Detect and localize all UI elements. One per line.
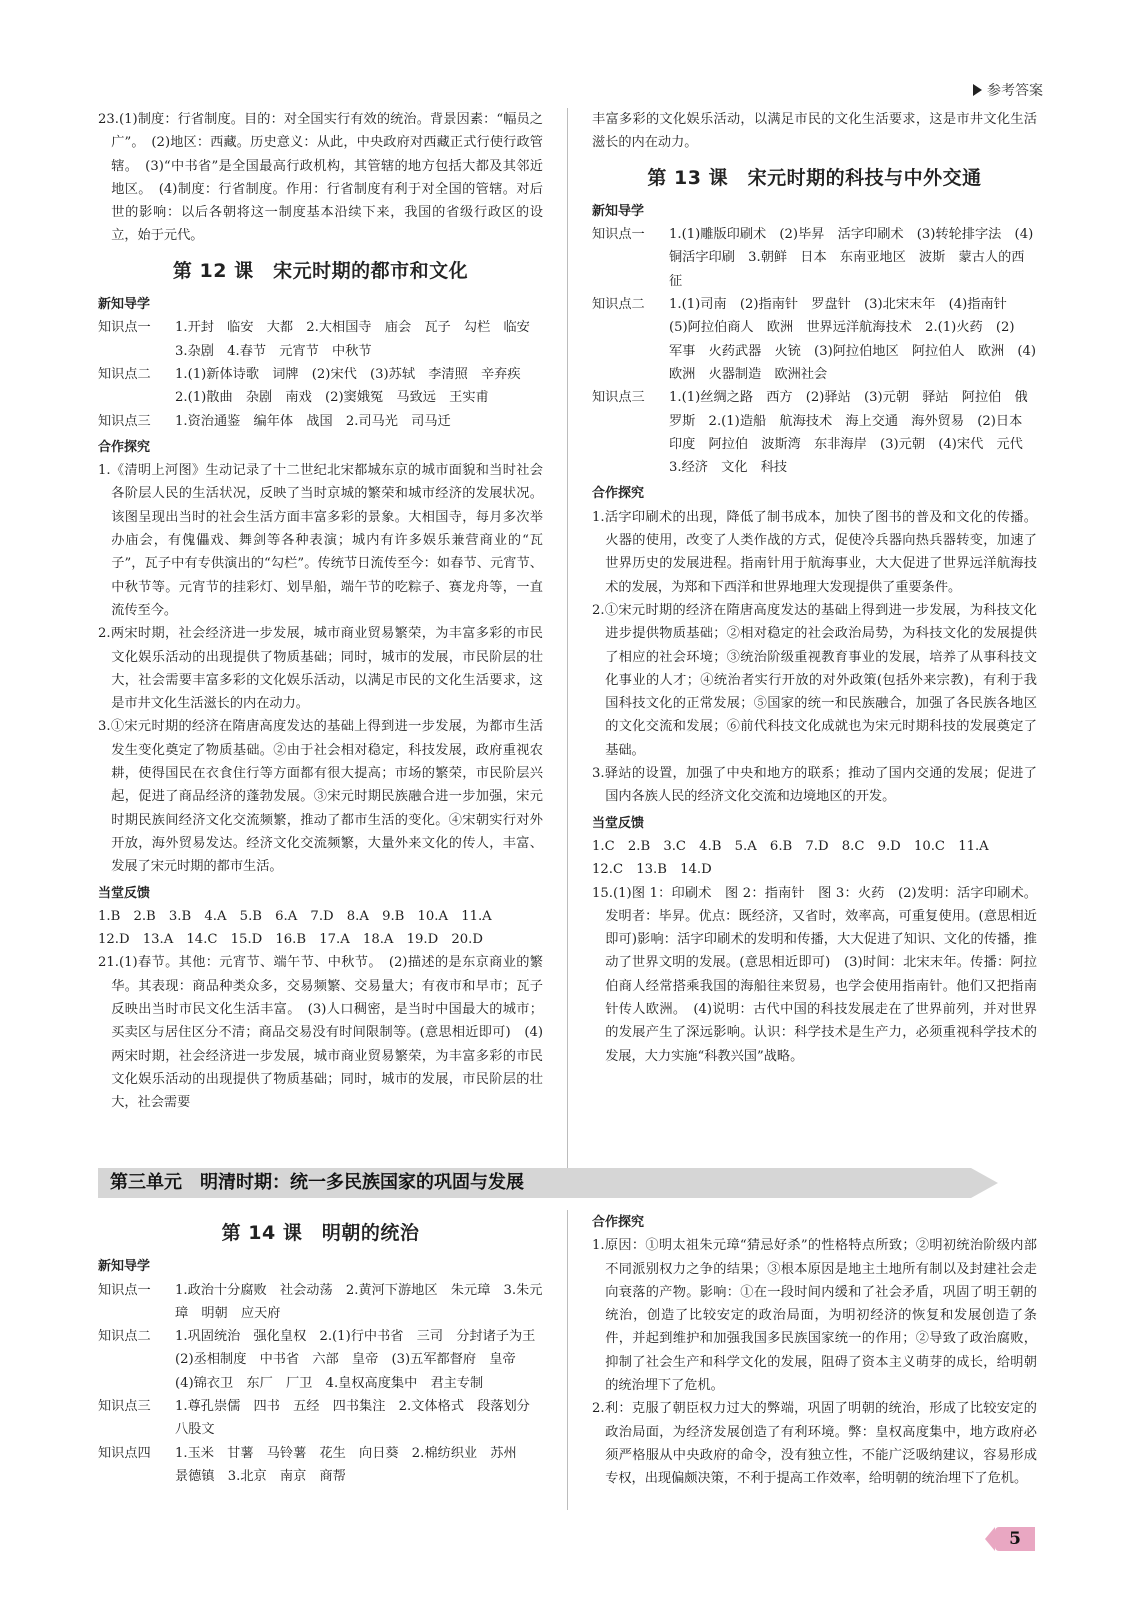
kp-label: 知识点二 bbox=[592, 297, 645, 313]
section-dangtang-13: 当堂反馈 bbox=[592, 815, 645, 831]
question-23: 23.(1)制度：行省制度。目的：对全国实行有效的统治。背景因素：“幅员之广”。 (2)地区：西藏。历史意义：从此，中央政府对西藏正式行使行政管辖。 (3)“中书省”是全国最高行政机构，其管辖的地方包括大都及其邻近地区。 (4)制度：行省制度。作用：行省制度有利于对全国的管辖。对后世的影响：以后各朝将这一制度基本沿续下来，我国的省级行政区的设立，始于元代。 bbox=[98, 112, 543, 244]
section-hezuo-13: 合作探究 bbox=[592, 486, 645, 502]
question-21: 21.(1)春节。其他：元宵节、端午节、中秋节。 (2)描述的是东京商业的繁华。其表现：商品种类众多，交易频繁、交易量大；有夜市和早市；瓦子反映出当时市民文化生活丰富。 (3)人口稠密，是当时中国最大的城市；买卖区与居住区分不清；商品交易没有时间限制等。(意思相近即可) (4)两宋时期，社会经济进一步发展，城市商业贸易繁荣，为丰富多彩的市民文化娱乐活动的出现提供了物质基础；同时，城市的发展，市民阶层的壮大，社会需要 bbox=[98, 955, 543, 1111]
kp-label: 知识点三 bbox=[98, 413, 151, 429]
hezuo-item-1: 1.原因：①明太祖朱元璋“猜忌好杀”的性格特点所致；②明初统治阶级内部不同派别权力之争的结果；③根本原因是地主土地所有制以及封建社会走向衰落的产物。影响：①在一段时间内缓和了社会矛盾，巩固了明王朝的统治，创造了比较安定的政治局面，为明初经济的恢复和发展创造了条件，并起到维护和加强我国多民族国家统一的作用；②导致了政治腐败，抑制了社会生产和科学文化的发展，阻碍了资本主义萌芽的成长，给明朝的统治埋下了危机。 bbox=[592, 1238, 1037, 1394]
column-divider-top bbox=[567, 108, 568, 1168]
knowledge-point-2 bbox=[98, 1325, 549, 1395]
question-15: 15.(1)图 1：印刷术 图 2：指南针 图 3：火药 (2)发明：活字印刷术。发明者：毕昇。优点：既经济，又省时，效率高，可重复使用。(意思相近即可)影响：活字印刷术的发明和传播，大大促进了知识、文化的传播，推动了世界文明的发展。(意思相近即可) (3)时间：北宋末年。传播：阿拉伯商人经常搭乘我国的海船往来贸易，也学会使用指南针。他们又把指南针传人欧洲。 (4)说明：古代中国的科技发展走在了世界前列，并对世界的发展产生了深远影响。认识：科学技术是生产力，必须重视科学技术的发展，大力实施“科教兴国”战略。 bbox=[592, 885, 1037, 1064]
kp-text: 1.(1)司南 (2)指南针 罗盘针 (3)北宋末年 (4)指南针 (5)阿拉伯商人 欧洲 世界远洋航海技术 2.(1)火药 (2) 军事 火药武器 火铳 (3)阿拉伯地区 阿拉伯人 欧洲 (4)欧洲 火器制造 欧洲社会 bbox=[669, 297, 1037, 382]
hezuo-item-2: 2.两宋时期，社会经济进一步发展，城市商业贸易繁荣，为丰富多彩的市民文化娱乐活动的出现提供了物质基础；同时，城市的发展，市民阶层的壮大，社会需要丰富多彩的文化娱乐活动，以满足市民的文化生活要求，这是市井文化生活滋长的内在动力。 bbox=[98, 626, 543, 712]
answers-row-1: 1.B 2.B 3.B 4.A 5.B 6.A 7.D 8.A 9.B 10.A 11.A bbox=[98, 908, 492, 924]
unit-3-title: 第三单元 明清时期：统一多民族国家的巩固与发展 bbox=[110, 1172, 524, 1193]
page-number: 5 bbox=[995, 1527, 1035, 1551]
kp-text: 1.资治通鉴 编年体 战国 2.司马光 司马迁 bbox=[175, 413, 451, 429]
kp-text: 1.尊孔崇儒 四书 五经 四书集注 2.文体格式 段落划分 八股文 bbox=[175, 1399, 544, 1438]
lesson-14-title: 第 14 课 明朝的统治 bbox=[221, 1222, 420, 1244]
lesson-12-title: 第 12 课 宋元时期的都市和文化 bbox=[172, 259, 469, 282]
kp-label: 知识点一 bbox=[98, 1282, 151, 1298]
section-dangtang-12: 当堂反馈 bbox=[98, 885, 151, 901]
lesson-13-title: 第 13 课 宋元时期的科技与中外交通 bbox=[647, 166, 982, 189]
hezuo-item-3: 3.驿站的设置，加强了中央和地方的联系；推动了国内交通的发展；促进了国内各族人民的经济文化交流和边境地区的开发。 bbox=[592, 766, 1037, 805]
kp-label: 知识点二 bbox=[98, 1329, 151, 1345]
kp-text: 1.(1)丝绸之路 西方 (2)驿站 (3)元朝 驿站 阿拉伯 俄罗斯 2.(1)造船 航海技术 海上交通 海外贸易 (2)日本 印度 阿拉伯 波斯湾 东非海岸 (3)元朝 (4)宋代 元代 3.经济 文化 科技 bbox=[669, 390, 1037, 476]
knowledge-point-1 bbox=[592, 223, 1037, 293]
answers-row-1: 1.C 2.B 3.C 4.B 5.A 6.B 7.D 8.C 9.D 10.C 11.A bbox=[592, 838, 989, 854]
kp-label: 知识点三 bbox=[98, 1399, 151, 1415]
kp-label: 知识点一 bbox=[592, 227, 645, 243]
header-reference-answers: 参考答案 bbox=[973, 80, 1043, 100]
kp-text: 1.巩固统治 强化皇权 2.(1)行中书省 三司 分封诸子为王 (2)丞相制度 中书省 六部 皇帝 (3)五军都督府 皇帝 (4)锦衣卫 东厂 厂卫 4.皇权高度集中 君主专制 bbox=[175, 1329, 549, 1391]
kp-label: 知识点三 bbox=[592, 390, 645, 406]
kp-text: 1.(1)新体诗歌 词牌 (2)宋代 (3)苏轼 李清照 辛弃疾 2.(1)散曲 杂剧 南戏 (2)窦娥冤 马致远 王实甫 bbox=[175, 366, 534, 406]
hezuo-item-1: 1.活字印刷术的出现，降低了制书成本，加快了图书的普及和文化的传播。火器的使用，改变了人类作战的方式，促使冷兵器向热兵器转变，加速了世界历史的发展进程。指南针用于航海事业，大大促进了世界远洋航海技术的发展，为郑和下西洋和世界地理大发现提供了重要条件。 bbox=[592, 509, 1037, 595]
hezuo-item-3: 3.①宋元时期的经济在隋唐高度发达的基础上得到进一步发展，为都市生活发生变化奠定了物质基础。②由于社会相对稳定，科技发展，政府重视农耕，使得国民在衣食住行等方面都有很大提高；市场的繁荣，市民阶层兴起，促进了商品经济的蓬勃发展。③宋元时期民族融合进一步加强，宋元时期民族间经济文化交流频繁，推动了都市生活的变化。④宋朝实行对外开放，海外贸易发达。经济文化交流频繁，大量外来文化的传人，丰富、发展了宋元时期的都市生活。 bbox=[98, 719, 543, 875]
knowledge-point-1 bbox=[98, 316, 543, 363]
answers-row-2: 12.C 13.B 14.D bbox=[592, 862, 712, 878]
knowledge-point-2 bbox=[98, 363, 543, 410]
column-divider-bottom bbox=[567, 1210, 568, 1510]
kp-text: 1.政治十分腐败 社会动荡 2.黄河下游地区 朱元璋 3.朱元璋 明朝 应天府 bbox=[175, 1282, 543, 1321]
kp-label: 知识点四 bbox=[98, 1445, 151, 1461]
kp-label: 知识点二 bbox=[98, 366, 151, 382]
kp-label: 知识点一 bbox=[98, 320, 151, 336]
right-column-top bbox=[592, 108, 1037, 1068]
section-hezuo-14: 合作探究 bbox=[592, 1215, 645, 1230]
section-hezuo-12: 合作探究 bbox=[98, 439, 151, 455]
knowledge-point-1 bbox=[98, 1279, 543, 1326]
answers-row-2: 12.D 13.A 14.C 15.D 16.B 17.A 18.A 19.D 20.D bbox=[98, 932, 483, 948]
left-column-bottom bbox=[98, 1222, 549, 1488]
kp-text: 1.玉米 甘薯 马铃薯 花生 向日葵 2.棉纺织业 苏州 景德镇 3.北京 南京 商帮 bbox=[175, 1445, 530, 1484]
section-xinzhi-13: 新知导学 bbox=[592, 203, 645, 219]
section-xinzhi-14: 新知导学 bbox=[98, 1259, 151, 1275]
kp-text: 1.(1)雕版印刷术 (2)毕昇 活字印刷术 (3)转轮排字法 (4)铜活字印刷 3.朝鲜 日本 东南亚地区 波斯 蒙古人的西征 bbox=[669, 227, 1034, 289]
section-xinzhi-12: 新知导学 bbox=[98, 297, 151, 313]
knowledge-point-4 bbox=[98, 1442, 543, 1489]
hezuo-item-2: 2.①宋元时期的经济在隋唐高度发达的基础上得到进一步发展，为科技文化进步提供物质基础；②相对稳定的社会政治局势，为科技文化的发展提供了相应的社会环境；③统治阶级重视教育事业的发展，培养了从事科技文化事业的人才；④统治者实行开放的对外政策(包括外来宗教)，有利于我国科技文化的正常发展；⑤国家的统一和民族融合，加强了各民族各地区的文化交流和发展；⑥前代科技文化成就也为宋元时期科技的发展奠定了基础。 bbox=[592, 602, 1037, 758]
continuation-text: 丰富多彩的文化娱乐活动，以满足市民的文化生活要求，这是市井文化生活滋长的内在动力。 bbox=[592, 112, 1037, 151]
hezuo-item-1: 1.《清明上河图》生动记录了十二世纪北宋都城东京的城市面貌和当时社会各阶层人民的生活状况，反映了当时京城的繁荣和城市经济的发展状况。该图呈现出当时的社会生活方面丰富多彩的景象。大相国寺，每月多次举办庙会，有傀儡戏、舞剑等各种表演；城内有许多娱乐兼营商业的“瓦子”，瓦子中有专供演出的“勾栏”。传统节日流传至今：如春节、元宵节、中秋节等。元宵节的挂彩灯、划旱船，端午节的吃粽子、赛龙舟等，一直流传至今。 bbox=[98, 463, 543, 618]
hezuo-item-2: 2.利：克服了朝臣权力过大的弊端，巩固了明朝的统治，形成了比较安定的政治局面，为经济发展创造了有利环境。弊：皇权高度集中，地方政府必须严格服从中央政府的命令，没有独立性，不能广泛吸纳建议，容易形成专权，出现偏颇决策，不利于提高工作效率，给明朝的统治埋下了危机。 bbox=[592, 1401, 1037, 1487]
knowledge-point-3 bbox=[98, 1395, 543, 1442]
kp-text: 1.开封 临安 大都 2.大相国寺 庙会 瓦子 勾栏 临安 3.杂剧 4.春节 元宵节 中秋节 bbox=[175, 320, 544, 359]
knowledge-point-3 bbox=[98, 410, 543, 433]
left-column-top bbox=[98, 108, 543, 1114]
knowledge-point-2 bbox=[592, 293, 1037, 386]
knowledge-point-3 bbox=[592, 386, 1037, 479]
right-column-bottom bbox=[592, 1208, 1037, 1491]
